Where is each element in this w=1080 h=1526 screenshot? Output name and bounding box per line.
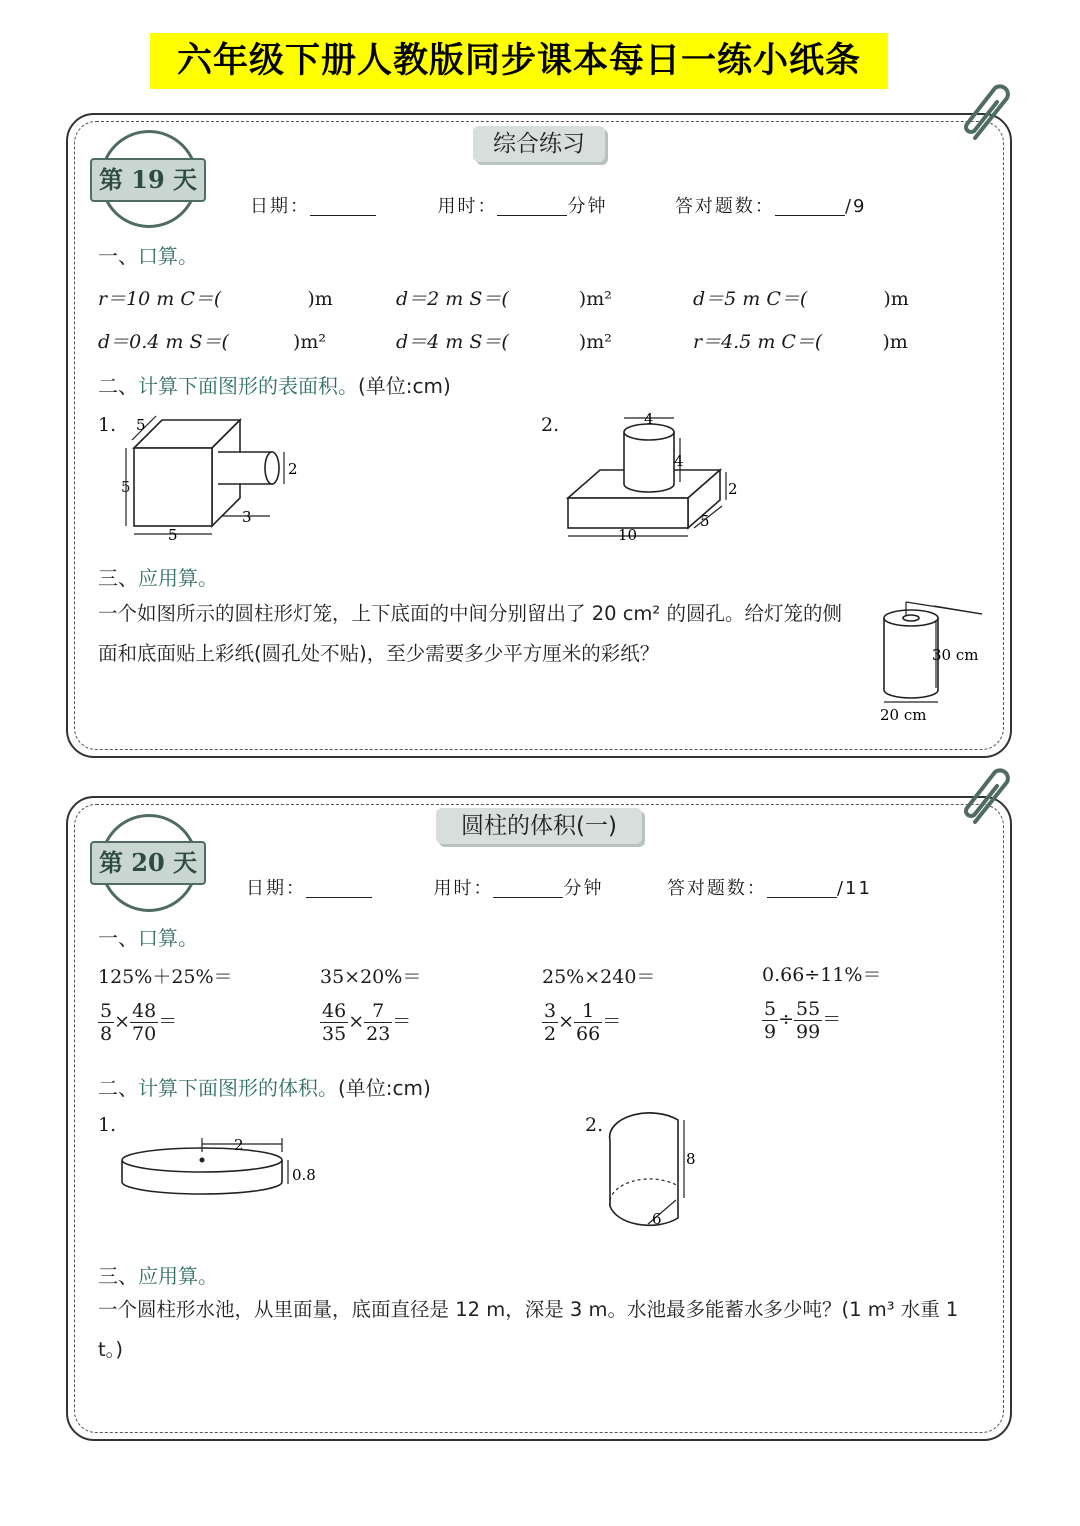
flat-cylinder-figure <box>114 1130 334 1210</box>
time-field[interactable] <box>497 197 567 216</box>
mental-item: r＝4.5 m C＝( )m <box>693 331 908 353</box>
section-3-title: 三、应用算。 <box>98 1264 218 1288</box>
lantern-diameter: 20 cm <box>880 706 927 724</box>
score-field[interactable] <box>767 879 837 898</box>
score-label: 答对题数： <box>666 878 767 899</box>
half-cylinder-figure <box>600 1106 710 1236</box>
dim-label: 5 <box>168 526 178 544</box>
mental-item: d＝5 m C＝( )m <box>693 288 909 310</box>
date-label: 日期： <box>250 196 310 217</box>
word-problem: 一个如图所示的圆柱形灯笼，上下底面的中间分别留出了 20 cm² 的圆孔。给灯笼的侧面和底面贴上彩纸(圆孔处不贴)，至少需要多少平方厘米的彩纸？ <box>98 602 842 665</box>
date-label: 日期： <box>246 878 306 899</box>
day-label: 第 19 天 <box>90 158 206 202</box>
mental-item: r＝10 m C＝( )m <box>98 288 333 310</box>
dim-label: 2 <box>288 460 298 478</box>
time-field[interactable] <box>493 879 563 898</box>
score-total: /11 <box>836 878 872 899</box>
dim-label: 6 <box>652 1210 662 1228</box>
meta-row <box>250 192 870 218</box>
mental-item: 0.66÷11%＝ <box>762 964 882 986</box>
section-3-title: 三、应用算。 <box>98 566 218 590</box>
section-2-title: 二、计算下面图形的表面积。(单位:cm) <box>98 374 451 398</box>
cube-cylinder-figure <box>112 410 322 550</box>
time-label: 用时： <box>433 878 494 899</box>
figure-number: 1. <box>98 414 117 436</box>
section-1-title: 一、口算。 <box>98 244 198 268</box>
mental-item: 125%＋25%＝ <box>98 966 233 988</box>
dim-label: 2 <box>728 480 738 498</box>
dim-label: 4 <box>644 410 654 428</box>
score-total: /9 <box>844 196 867 217</box>
paperclip-icon <box>955 80 1025 150</box>
date-field[interactable] <box>306 879 372 898</box>
dim-label: 5 <box>121 478 131 496</box>
mental-item: d＝2 m S＝( )m² <box>396 288 612 310</box>
minutes-unit: 分钟 <box>567 196 608 217</box>
section-1-title: 一、口算。 <box>98 926 198 950</box>
topic-label: 圆柱的体积(一) <box>436 808 642 844</box>
paperclip-icon <box>955 764 1025 834</box>
dim-label: 8 <box>686 1150 696 1168</box>
score-field[interactable] <box>775 197 845 216</box>
mental-item: d＝0.4 m S＝( )m² <box>98 331 326 353</box>
minutes-unit: 分钟 <box>563 878 604 899</box>
fraction-item: $\frac{5}{8}$ × $\frac{48}{70}$ ＝ <box>100 1000 178 1045</box>
day-label: 第 20 天 <box>90 841 206 885</box>
dim-label: 0.8 <box>292 1166 316 1184</box>
fraction-item: $\frac{46}{35}$ × $\frac{7}{23}$ ＝ <box>322 1000 412 1045</box>
fraction-item: $\frac{3}{2}$ × $\frac{1}{66}$ ＝ <box>544 1000 622 1045</box>
dim-label: 5 <box>136 416 146 434</box>
time-label: 用时： <box>437 196 498 217</box>
figure-number: 2. <box>585 1114 604 1136</box>
figure-number: 2. <box>541 414 560 436</box>
topic-label: 综合练习 <box>473 126 605 162</box>
word-problem: 一个圆柱形水池，从里面量，底面直径是 12 m，深是 3 m。水池最多能蓄水多少吨？(1 m³ 水重 1 t。) <box>98 1298 959 1361</box>
lantern-height: 30 cm <box>932 646 979 664</box>
dim-label: 2 <box>234 1136 244 1154</box>
dim-label: 4 <box>674 452 684 470</box>
mental-item: d＝4 m S＝( )m² <box>396 331 612 353</box>
fraction-item: $\frac{5}{9}$ ÷ $\frac{55}{99}$ ＝ <box>764 998 842 1043</box>
lantern-figure <box>870 598 1000 728</box>
cylinder-on-slab-figure <box>560 408 750 548</box>
mental-item: 35×20%＝ <box>320 966 422 988</box>
page-title: 六年级下册人教版同步课本每日一练小纸条 <box>150 33 888 89</box>
dim-label: 5 <box>700 512 710 530</box>
figure-number: 1. <box>98 1114 117 1136</box>
date-field[interactable] <box>310 197 376 216</box>
meta-row <box>246 874 886 900</box>
section-2-title: 二、计算下面图形的体积。(单位:cm) <box>98 1076 431 1100</box>
dim-label: 3 <box>242 508 252 526</box>
score-label: 答对题数： <box>674 196 775 217</box>
dim-label: 10 <box>618 526 638 544</box>
mental-item: 25%×240＝ <box>542 966 656 988</box>
